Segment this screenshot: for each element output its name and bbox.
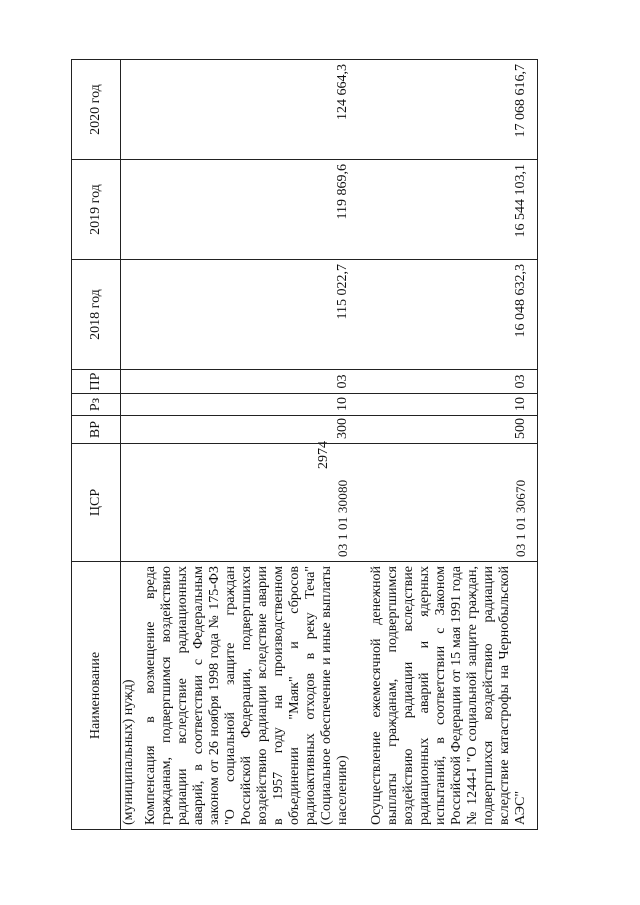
row-csr: 03 1 01 30670 [369, 444, 533, 562]
table-row-continuation [121, 60, 144, 830]
row-name: Компенсация в возмещение вреда гражданам, подвергшимся воздействию радиации вследствие радиационных аварий, в соответствии с Федеральным законом от 26 ноября 1998 года № 175-ФЗ "О социальной защите граждан Российской Федерации, подвергшихся воздействию радиации вследствие аварии в 1957 году на производственном объединении "Маяк" и сбросов радиоактивных отходов в реку Теча" (Социальное обеспечение и иные выплаты населению) [143, 562, 355, 830]
header-2020: 2020 год [72, 60, 121, 160]
row-vr: 300 [143, 416, 355, 444]
page-number: 2974 [316, 441, 331, 469]
row-value-2018: 16 048 632,3 [369, 260, 533, 370]
table-row [369, 60, 533, 830]
row-csr: 03 1 01 30080 [143, 444, 355, 562]
header-pr: ПР [72, 370, 121, 394]
header-vr: ВР [72, 416, 121, 444]
row-name: Осуществление ежемесячной денежной выплаты гражданам, подвергшимся воздействию радиации вследствие радиационных аварий и ядерных испытаний, в соответствии с Законом Российской Федерации от 15 мая 1991 года № 1244-I "О социальной защите граждан, подвергшихся воздействию радиации вследствие катастрофы на Чернобыльской АЭС" [369, 562, 533, 830]
row-value-2020: 124 664,3 [143, 60, 355, 160]
row-rz: 10 [369, 394, 533, 416]
budget-table [71, 59, 538, 830]
row-pr: 03 [369, 370, 533, 394]
row-rz: 10 [143, 394, 355, 416]
row-bottom-border [533, 60, 538, 830]
header-2019: 2019 год [72, 160, 121, 260]
row-value-2018: 115 022,7 [143, 260, 355, 370]
table-header-row [72, 60, 121, 830]
continuation-text: (муниципальных) нужд) [121, 562, 144, 830]
row-value-2020: 17 068 616,7 [369, 60, 533, 160]
rotated-table-container [71, 60, 591, 830]
table-row [143, 60, 355, 830]
row-pr: 03 [143, 370, 355, 394]
row-spacer [355, 60, 369, 830]
header-2018: 2018 год [72, 260, 121, 370]
row-vr: 500 [369, 416, 533, 444]
header-csr: ЦСР [72, 444, 121, 562]
row-value-2019: 16 544 103,1 [369, 160, 533, 260]
header-rz: Рз [72, 394, 121, 416]
header-name: Наименование [72, 562, 121, 830]
row-value-2019: 119 869,6 [143, 160, 355, 260]
